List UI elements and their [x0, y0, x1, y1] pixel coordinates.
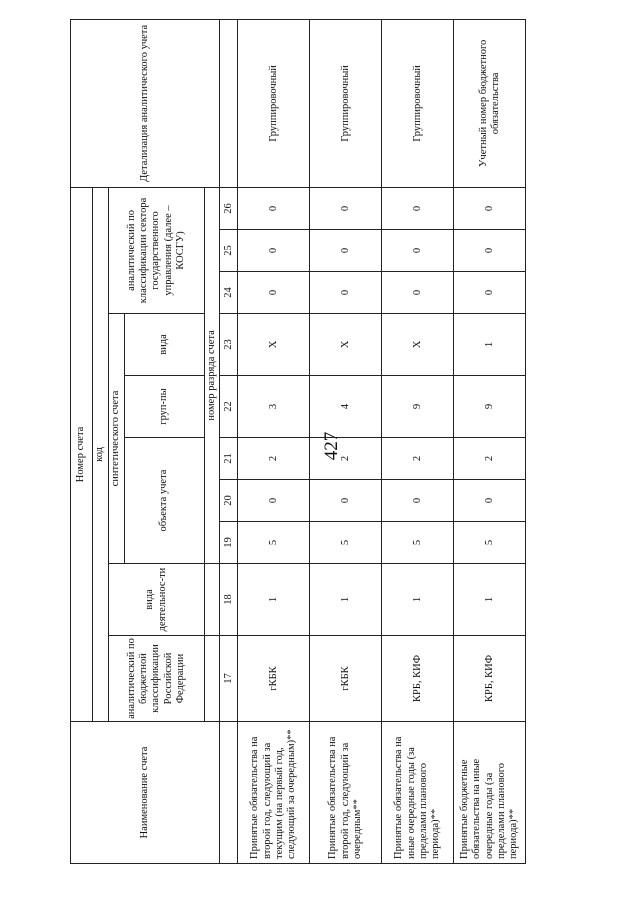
col-num-26: 26 [220, 187, 238, 229]
header-digit-number: номер разряда счета [205, 187, 220, 563]
row-digit: 0 [454, 230, 526, 272]
header-kind: вида [125, 314, 205, 376]
row-detail: Группировочный [310, 19, 382, 187]
row-digit: 0 [238, 230, 310, 272]
row-digit: 0 [382, 230, 454, 272]
row-digit: 0 [454, 187, 526, 229]
col-num-24: 24 [220, 272, 238, 314]
row-digit: 0 [382, 187, 454, 229]
row-digit: 0 [238, 272, 310, 314]
row-account-name: Принятые обязательства на второй год, следующий за текущим (на первый год, следующий за очередным)** [238, 722, 310, 864]
col-num-21: 21 [220, 438, 238, 480]
row-digit: 0 [310, 230, 382, 272]
accounts-table [70, 19, 526, 864]
row-classification: КРБ, КИФ [454, 636, 526, 722]
row-digit: 5 [382, 522, 454, 564]
row-digit: 0 [238, 480, 310, 522]
row-classification: КРБ, КИФ [382, 636, 454, 722]
table-row [238, 19, 310, 863]
row-digit: 5 [454, 522, 526, 564]
rotated-table-container [70, 20, 524, 864]
row-digit: 5 [310, 522, 382, 564]
row-account-name: Принятые бюджетные обязательства на иные очередные годы (за пределами планового периода)** [454, 722, 526, 864]
header-analytics-detail: Детализация аналитического учета [71, 19, 220, 187]
row-digit: 0 [238, 187, 310, 229]
table-row [382, 19, 454, 863]
row-digit: 1 [238, 564, 310, 636]
row-digit: 4 [310, 376, 382, 438]
row-digit: 1 [454, 564, 526, 636]
row-digit: 0 [454, 480, 526, 522]
row-digit: 9 [382, 376, 454, 438]
row-digit: 5 [238, 522, 310, 564]
col-num-23: 23 [220, 314, 238, 376]
row-digit: Х [310, 314, 382, 376]
row-detail: Учетный номер бюджетного обязательства [454, 19, 526, 187]
header-activity-type: вида деятельнос-ти [109, 564, 205, 636]
row-digit: Х [238, 314, 310, 376]
row-digit: 2 [238, 438, 310, 480]
header-code: код [93, 187, 109, 721]
row-digit: 1 [382, 564, 454, 636]
col-num-17: 17 [220, 636, 238, 722]
col-num-20: 20 [220, 480, 238, 522]
row-detail: Группировочный [238, 19, 310, 187]
row-digit: 0 [310, 272, 382, 314]
row-digit: 9 [454, 376, 526, 438]
table-row [310, 19, 382, 863]
header-budget-classification: аналитический по бюджетной классификации Российской Федерации [109, 636, 205, 722]
row-digit: 3 [238, 376, 310, 438]
col-num-22: 22 [220, 376, 238, 438]
row-digit: 2 [382, 438, 454, 480]
header-synthetic-account: синтетического счета [109, 314, 125, 564]
header-account-name: Наименование счета [71, 722, 220, 864]
table-row [454, 19, 526, 863]
col-num-18: 18 [220, 564, 238, 636]
header-account-object: объекта учета [125, 438, 205, 564]
row-classification: гКБК [238, 636, 310, 722]
col-num-19: 19 [220, 522, 238, 564]
header-account-number: Номер счета [71, 187, 93, 721]
row-digit: 0 [310, 187, 382, 229]
row-detail: Группировочный [382, 19, 454, 187]
page-number: 427 [321, 431, 342, 461]
row-digit: 0 [382, 480, 454, 522]
header-groups: груп-пы [125, 376, 205, 438]
col-num-25: 25 [220, 230, 238, 272]
row-digit: 0 [382, 272, 454, 314]
row-account-name: Принятые обязательства на иные очередные годы (за пределами планового периода)** [382, 722, 454, 864]
row-digit: 0 [310, 480, 382, 522]
row-digit: 2 [454, 438, 526, 480]
row-account-name: Принятые обязательства на второй год, следующий за очередным** [310, 722, 382, 864]
row-classification: гКБК [310, 636, 382, 722]
row-digit: 1 [310, 564, 382, 636]
row-digit: Х [382, 314, 454, 376]
row-digit: 0 [454, 272, 526, 314]
row-digit: 2 [310, 438, 382, 480]
row-digit: 1 [454, 314, 526, 376]
header-kosgu: аналитический по классификации сектора государственного управления (далее – КОСГУ) [109, 187, 205, 313]
